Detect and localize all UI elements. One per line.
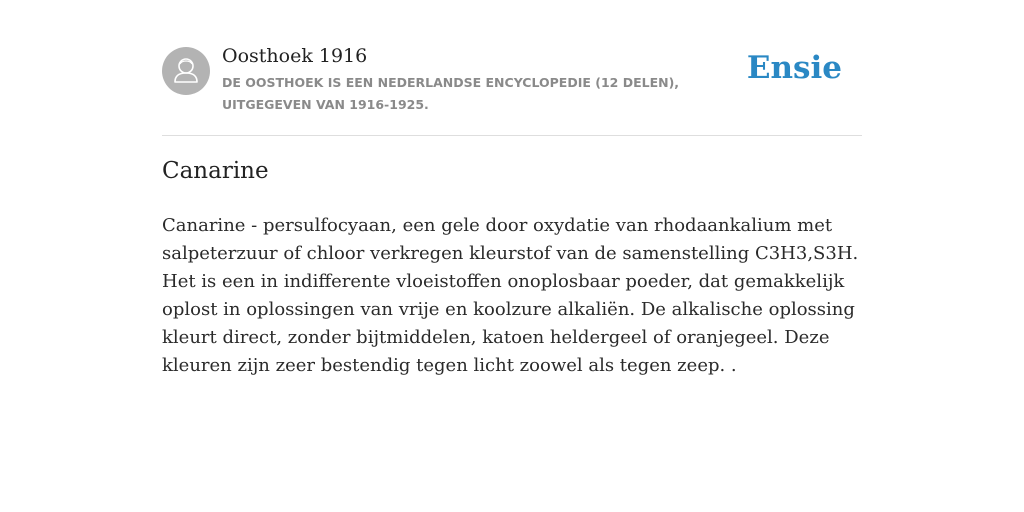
ensie-logo[interactable]: Ensie <box>746 50 842 86</box>
source-header <box>162 0 862 136</box>
page-container <box>162 0 862 376</box>
user-silhouette-icon <box>162 47 210 95</box>
source-description: DE OOSTHOEK IS EEN NEDERLANDSE ENCYCLOPEDIE (12 DELEN), UITGEGEVEN VAN 1916-1925. <box>222 75 680 112</box>
entry-title: Canarine <box>162 158 269 184</box>
entry-body: Canarine - persulfocyaan, een gele door oxydatie van rhodaankalium met salpeterzuur of chloor verkregen kleurstof van de samenstelling C3H3,S3H. Het is een in indifferente vloeistoffen onoplosbaar poeder, dat gemakkelijk oplost in oplossingen van vrije en koolzure alkaliën. De alkalische oplossing kleurt direct, zonder bijtmiddelen, katoen heldergeel of oranjegeel. Deze kleuren zijn zeer bestendig tegen licht zoowel als tegen zeep. . <box>162 215 859 376</box>
source-title[interactable]: Oosthoek 1916 <box>222 45 368 67</box>
avatar <box>162 47 210 95</box>
